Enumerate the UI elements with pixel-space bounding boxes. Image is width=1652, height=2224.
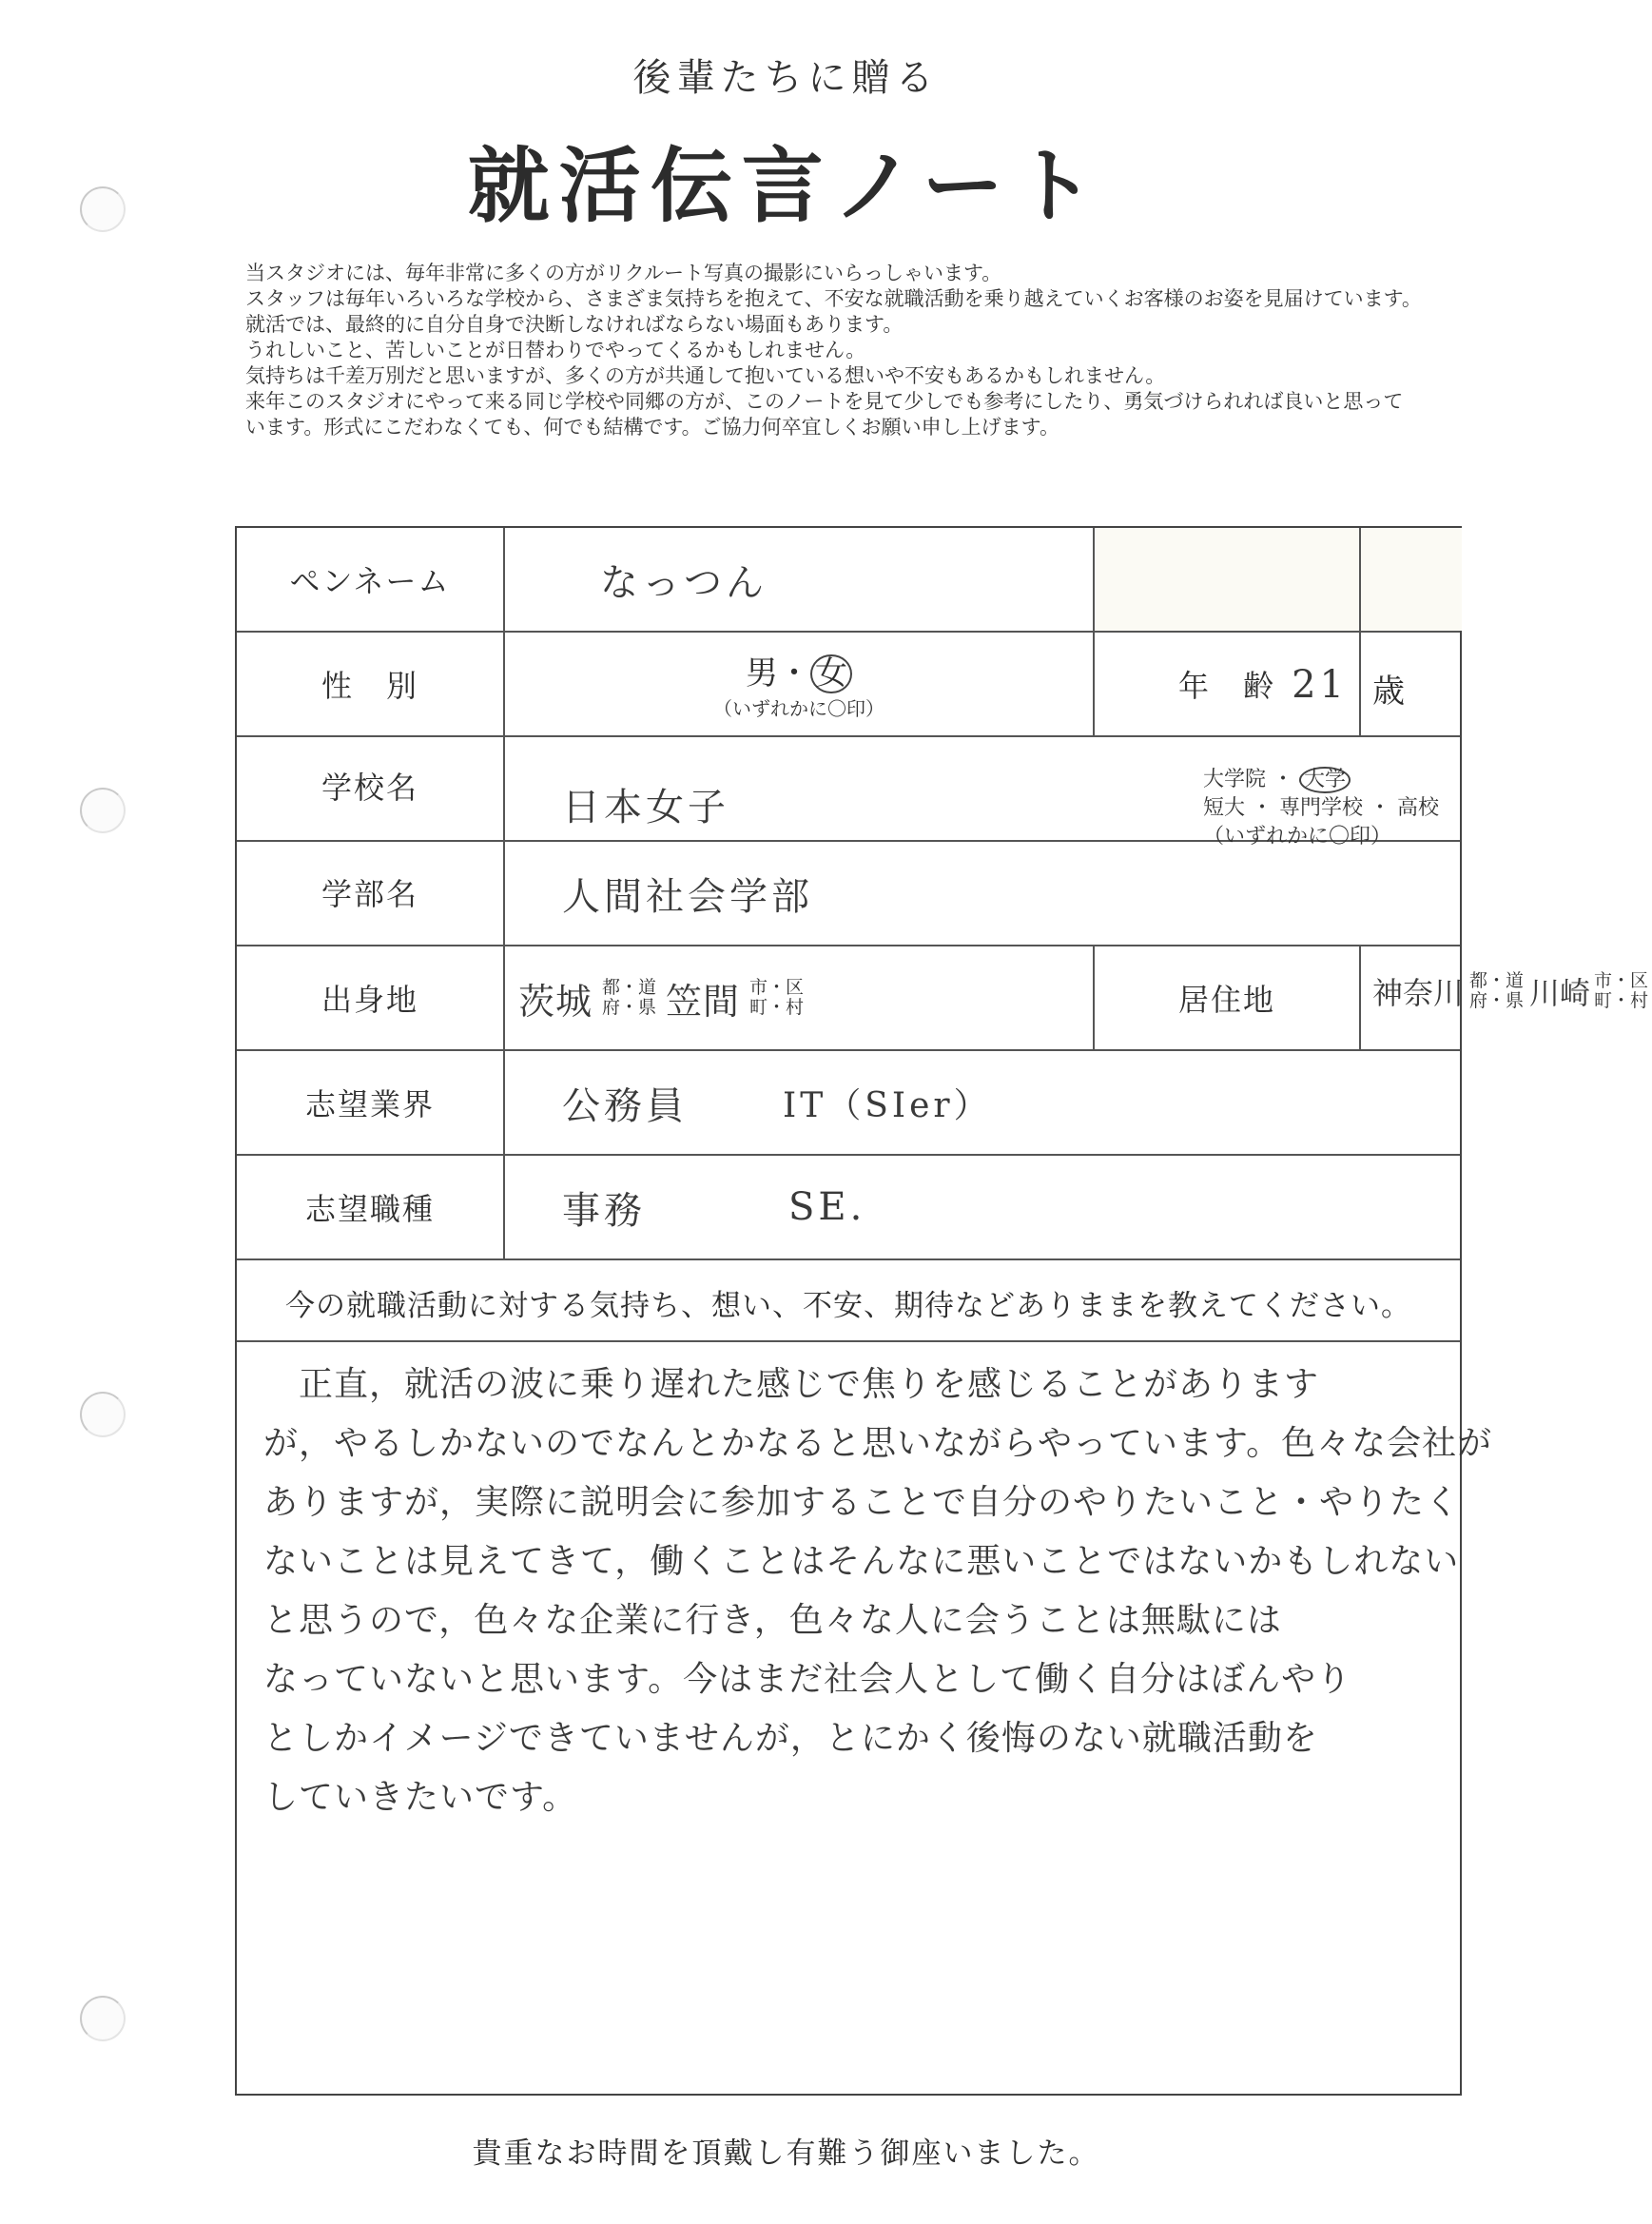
pen-name-blank-2 xyxy=(1361,528,1462,631)
gender-field[interactable] xyxy=(505,633,1095,735)
gender-separator: ・ xyxy=(778,654,810,693)
faculty-field[interactable] xyxy=(505,842,1462,945)
answer-line: が，やるしかないのでなんとかなると思いながらやっています。色々な会社が xyxy=(263,1424,1493,1463)
hometown-city-suffix xyxy=(749,978,804,1018)
gender-note: （いずれかに〇印） xyxy=(713,697,884,721)
age-unit: 歳 xyxy=(1372,673,1405,711)
answer-line: ありますが，実際に説明会に参加することで自分のやりたいこと・やりたく xyxy=(263,1483,1461,1522)
pref-top: 都・道 xyxy=(602,977,657,998)
school-type-selected: 大学 xyxy=(1299,767,1351,793)
intro-line: 気持ちは千差万別だと思いますが、多くの方が共通して抱いている想いや不安もあるかもしれません。 xyxy=(245,364,1166,387)
intro-line: スタッフは毎年いろいろな学校から、さまざま気持ちを抱えて、不安な就職活動を乗り越えていくお客様のお姿を見届けています。 xyxy=(245,287,1422,310)
job-field[interactable] xyxy=(505,1156,1462,1258)
footer-thanks: 貴重なお時間を頂戴し有難う御座いました。 xyxy=(472,2136,1100,2171)
city-bottom: 町・村 xyxy=(1594,990,1649,1011)
gender-male: 男 xyxy=(746,654,778,693)
binder-hole-4 xyxy=(80,1996,126,2041)
row-industry xyxy=(237,1051,1460,1156)
intro-line: 就活では、最終的に自分自身で決断しなければならない場面もあります。 xyxy=(245,313,904,336)
school-value: 日本女子 xyxy=(562,786,729,829)
row-question xyxy=(237,1260,1460,1342)
school-type-line2: 短大 ・ 専門学校 ・ 高校（いずれかに〇印） xyxy=(1203,796,1439,849)
row-job xyxy=(237,1156,1460,1260)
hometown-pref-suffix xyxy=(602,978,656,1018)
residence-pref-value: 神奈川 xyxy=(1372,975,1465,1011)
school-label: 学校名 xyxy=(237,737,505,840)
faculty-value: 人間社会学部 xyxy=(562,874,813,919)
residence-label: 居住地 xyxy=(1095,946,1361,1049)
answer-line: と思うので，色々な企業に行き，色々な人に会うことは無駄には xyxy=(263,1601,1282,1640)
row-pen-name xyxy=(237,528,1460,633)
pen-name-blank-1 xyxy=(1095,528,1361,631)
hometown-city-value: 笠間 xyxy=(666,980,741,1023)
school-type-prefix: 大学院 ・ xyxy=(1203,768,1293,791)
job-value-2: SE. xyxy=(788,1185,866,1229)
intro-line: うれしいこと、苦しいことが日替わりでやってくるかもしれません。 xyxy=(245,339,866,361)
message-form xyxy=(235,526,1649,2096)
row-hometown-residence xyxy=(237,946,1649,1051)
faculty-label: 学部名 xyxy=(237,842,505,945)
age-field[interactable] xyxy=(1292,633,1462,735)
school-field[interactable] xyxy=(505,737,1462,849)
city-top: 市・区 xyxy=(1594,970,1649,991)
residence-city-suffix xyxy=(1594,971,1648,1011)
pen-name-label: ペンネーム xyxy=(237,528,505,631)
binder-hole-3 xyxy=(80,1392,126,1437)
intro-text xyxy=(245,261,1539,440)
hometown-pref-value: 茨城 xyxy=(518,980,593,1023)
row-school xyxy=(237,737,1460,849)
city-top: 市・区 xyxy=(749,977,805,998)
school-type-options xyxy=(1203,766,1462,851)
answer-line: としかイメージできていませんが，とにかく後悔のない就職活動を xyxy=(263,1719,1318,1758)
age-label: 年 齢 xyxy=(1095,633,1361,735)
job-value-1: 事務 xyxy=(562,1188,646,1233)
pref-bottom: 府・県 xyxy=(602,997,657,1018)
industry-field[interactable] xyxy=(505,1051,1462,1154)
row-faculty xyxy=(237,842,1460,946)
industry-label: 志望業界 xyxy=(237,1051,505,1154)
intro-line: 当スタジオには、毎年非常に多くの方がリクルート写真の撮影にいらっしゃいます。 xyxy=(245,262,1002,284)
job-label: 志望職種 xyxy=(237,1156,505,1258)
pref-bottom: 府・県 xyxy=(1469,990,1525,1011)
answer-line: なっていないと思います。今はまだ社会人として働く自分はぼんやり xyxy=(263,1660,1352,1699)
answer-line: 正直，就活の波に乗り遅れた感じで焦りを感じることがあります xyxy=(263,1365,1320,1404)
intro-line: います。形式にこだわなくても、何でも結構です。ご協力何卒宜しくお願い申し上げます。 xyxy=(245,416,1059,439)
answer-area[interactable] xyxy=(237,1342,1493,2094)
hometown-label: 出身地 xyxy=(237,946,505,1049)
city-bottom: 町・村 xyxy=(749,997,805,1018)
residence-field[interactable] xyxy=(1361,946,1649,1049)
pref-top: 都・道 xyxy=(1469,970,1525,991)
answer-text xyxy=(263,1356,1493,1827)
hometown-field[interactable] xyxy=(505,946,1095,1049)
binder-hole-2 xyxy=(80,788,126,833)
page-subtitle: 後輩たちに贈る xyxy=(632,56,940,100)
row-gender-age xyxy=(237,633,1460,737)
question-text: 今の就職活動に対する気持ち、想い、不安、期待などありままを教えてください。 xyxy=(285,1289,1411,1323)
gender-female-circled: 女 xyxy=(810,654,852,693)
gender-label: 性 別 xyxy=(237,633,505,735)
industry-value-1: 公務員 xyxy=(562,1083,688,1128)
residence-pref-suffix xyxy=(1469,971,1524,1011)
residence-city-value: 川崎 xyxy=(1529,975,1591,1011)
intro-line: 来年このスタジオにやって来る同じ学校や同郷の方が、このノートを見て少しでも参考にしたり、勇気づけられれば良いと思って xyxy=(245,390,1404,413)
pen-name-field[interactable] xyxy=(505,528,1095,631)
answer-line: していきたいです。 xyxy=(263,1778,578,1817)
pen-name-value: なっつん xyxy=(600,560,768,605)
answer-line: ないことは見えてきて，働くことはそんなに悪いことではないかもしれない xyxy=(263,1542,1460,1581)
page-title: 就活伝言ノート xyxy=(467,139,1105,234)
age-value: 21 xyxy=(1292,663,1348,707)
industry-value-2: IT（SIer） xyxy=(783,1085,992,1125)
